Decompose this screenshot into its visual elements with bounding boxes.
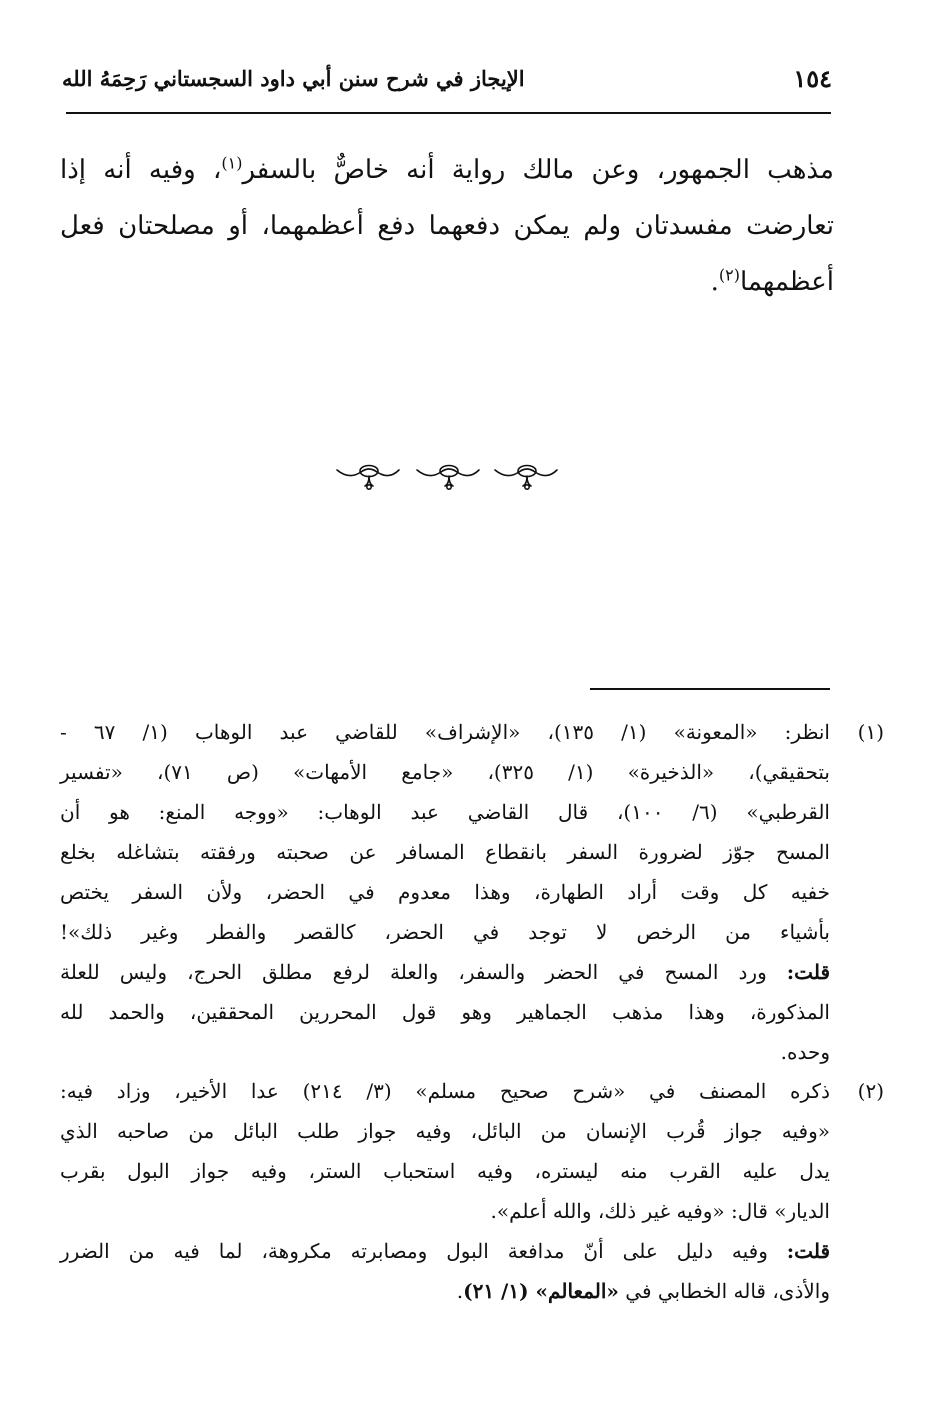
- main-text-part: .: [710, 267, 719, 297]
- footnote-line: يدل عليه القرب منه ليستره، وفيه استحباب الستر، وفيه جواز البول بقرب: [60, 1159, 830, 1183]
- footnote-separator: [590, 688, 830, 690]
- running-title: الإيجاز في شرح سنن أبي داود السجستاني رَحِمَهُ الله: [62, 66, 525, 91]
- ornament-motif-icon: [337, 466, 399, 490]
- footnote-line: القرطبي» (٦/ ١٠٠)، قال القاضي عبد الوهاب: «ووجه المنع: هو أن: [60, 800, 830, 824]
- footnote-line: الديار» قال: «وفيه غير ذلك، والله أعلم».: [490, 1199, 830, 1223]
- footnote-line: قلت: وفيه دليل على أنّ مدافعة البول ومصابرته مكروهة، لما فيه من الضرر: [60, 1239, 830, 1263]
- note-lead: قلت:: [786, 960, 830, 984]
- footnote-2: [60, 1071, 884, 1311]
- footnote-ref-1[interactable]: (١): [221, 153, 243, 173]
- ornament-motif-icon: [417, 466, 479, 490]
- header-rule: [66, 112, 831, 114]
- footnote-line: المسح جوّز لضرورة السفر بانقطاع المسافر عن صحبته ورفقته بتشاغله بخلع: [60, 840, 830, 864]
- ornament-divider-icon: [335, 458, 559, 496]
- footnote-line: خفيه كل وقت أراد الطهارة، وهذا معدوم في الحضر، ولأن السفر يختص: [60, 880, 830, 904]
- footnote-line: والأذى، قاله الخطابي في «المعالم» (١/ ٢١).: [456, 1279, 830, 1303]
- footnote-ref-2[interactable]: (٢): [718, 265, 740, 285]
- note-lead: قلت:: [786, 1239, 830, 1263]
- footnote-line: «وفيه جواز قُرب الإنسان من البائل، وفيه جواز طلب البائل من صاحبه الذي: [60, 1119, 830, 1143]
- footnote-line: بأشياء من الرخص لا توجد في الحضر، كالقصر والفطر وغير ذلك»!: [60, 920, 830, 944]
- main-text-part: مذهب الجمهور، وعن مالك رواية أنه خاصٌّ بالسفر: [242, 155, 834, 185]
- page-header: [62, 62, 832, 106]
- page-number: ١٥٤: [793, 64, 832, 93]
- footnote-line: بتحقيقي)، «الذخيرة» (١/ ٣٢٥)، «جامع الأمهات» (ص ٧١)، «تفسير: [60, 760, 830, 784]
- footnote-line: وحده.: [780, 1040, 830, 1064]
- footnote-line: المذكورة، وهذا مذهب الجماهير وهو قول المحررين المحققين، والحمد لله: [60, 1000, 830, 1024]
- ornament-motif-icon: [495, 466, 557, 490]
- source-citation: «المعالم» (١/ ٢١): [463, 1279, 619, 1303]
- main-text: [60, 142, 834, 310]
- footnote-marker: (١): [857, 720, 884, 744]
- footnote-line: قلت: ورد المسح في الحضر والسفر، والعلة لرفع مطلق الحرج، وليس للعلة: [60, 960, 830, 984]
- main-text-part: ، وفيه أنه إذا تعارضت مفسدتان ولم يمكن دفعهما دفع أعظمهما، أو مصلحتان فعل أعظمهما: [60, 155, 834, 297]
- footnote-line: ذكره المصنف في «شرح صحيح مسلم» (٣/ ٢١٤) عدا الأخير، وزاد فيه:: [60, 1079, 830, 1103]
- footnote-line: انظر: «المعونة» (١/ ١٣٥)، «الإشراف» للقاضي عبد الوهاب (١/ ٦٧ -: [60, 720, 830, 744]
- footnote-1: [60, 712, 884, 1072]
- footnote-marker: (٢): [857, 1079, 884, 1103]
